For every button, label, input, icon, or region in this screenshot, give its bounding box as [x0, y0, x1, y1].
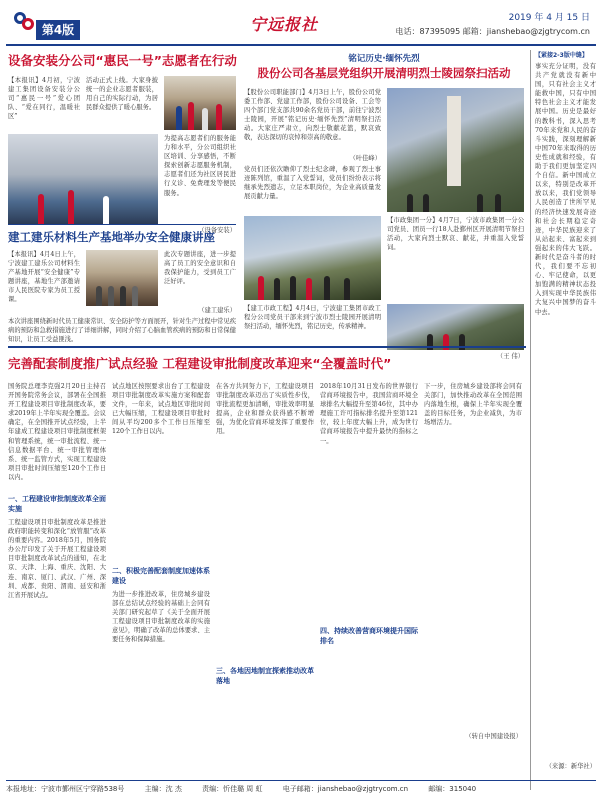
memorial-photo-3 [387, 304, 524, 350]
side-column-text: 事实充分证明，没有共产党就没有新中国，只有社会主义才能救中国，只有中国特色社会主义才能发展中国。历史是最好的教科书，深入思考70年来党和人民的奋斗实践，深刻理解新中国70年来取得的历史性成就和经验，有助于我们更加坚定四个自信。新中国成立以来，特别是改革开放以来，我们党领导人民创造了世所罕见的经济快速发展奇迹和社会长期稳定奇迹，中华民族迎来了从站起来、富起来到强起来的伟大飞跃。新时代是奋斗者的时代，我们要不忘初心、牢记使命，以更加饱满的精神状态投入到实现中华民族伟大复兴中国梦的奋斗中去。 [535, 63, 596, 316]
article-health [8, 228, 236, 353]
article-health-author: （建工建乐） [198, 307, 236, 314]
article-health-title: 建工建乐材料生产基地举办安全健康讲座 [8, 230, 215, 244]
article-tomb-section2: 【建工市政工程】4月4日，宁波建工集团市政工程分公司党员干部来到宁波市烈士陵园开展清明祭扫活动，缅怀先烈，铭记历史，传承精神。 [244, 305, 381, 331]
article-tomb-section3: 【市政集团一分】4月7日，宁波市政集团一分公司党员、团员一行18人赴鄞州区开展清明节祭扫活动，大家向烈士默哀、献花，并重温入党誓词。 [387, 217, 524, 252]
footer-editor: 主编：沈 杰 [144, 785, 182, 793]
article-health-col2: 此次专题讲座，进一步提高了员工的安全意识和自我保护能力，受到员工广泛好评。 [164, 251, 236, 286]
article-tomb-sweeping [244, 52, 524, 364]
divider [8, 224, 236, 225]
article-health-col1: 【本报讯】4月4日上午，宁波建工建乐公司材料生产基地开展“安全健康”专题讲座，基地生产部邀请市人民医院专家为员工授课。 [8, 251, 80, 304]
article-health-col3: 本次讲座围绕新时代员工健康常识、安全防护等方面展开，针对生产过程中常见疾病的预防和急救措施进行了详细讲解，同时介绍了心脑血管疾病的预防和日常保健知识，让员工受益匪浅。 [8, 318, 236, 344]
article-reform [8, 352, 526, 772]
issue-badge: 第4版 [36, 20, 80, 40]
article-reform-p1: 国务院总理李克强2月20日主持召开国务院常务会议，部署在全国推开工程建设项目审批制度改革，要求2019年上半年实现全覆盖。会议确定，在全国推开试点经验，上半年建成工程建设项目审批制度框架和管理系统，统一审批流程、统一信息数据平台、统一审批管理体系、统一监管方式，实现工程建设项目审批时间压缩至120个工作日以内。 [8, 383, 106, 481]
footer-postcode: 邮编：315040 [428, 785, 477, 793]
footer [6, 780, 596, 794]
article-volunteer-author: （设备安装） [198, 227, 236, 234]
health-lecture-photo [86, 250, 158, 306]
article-reform-author: （转自中国建设报） [465, 733, 522, 740]
side-column-author: （来源：新华社） [545, 763, 596, 770]
volunteer-photo [164, 76, 236, 130]
side-column [530, 50, 596, 790]
article-tomb-left: 【股份公司职能部门】4月3日上午，股份公司党委工作部、党建工作部，股份公司设备、工会等四个部门党支部共90余名党员干部，前往宁波烈士陵园，开展“铭记历史·缅怀先烈”清明祭扫活动。大家庄严肃立，向烈士敬献花篮，默哀致敬，表达深切的哀悼和崇高的敬意。 [244, 89, 381, 142]
footer-email: 电子邮箱：jianshebao@zjgtrycom.cn [282, 785, 409, 793]
memorial-photo [387, 88, 524, 212]
article-tomb-right-text: 党员们还依次瞻仰了烈士纪念碑，参观了烈士事迹陈列馆，重温了入党誓词，党员们纷纷表示将继承先烈遗志，立足本职岗位，为企业高质量发展贡献力量。 [244, 166, 381, 201]
article-volunteer [8, 52, 236, 235]
article-reform-p4: 为进一步推进改革，住房城乡建设部在总结试点经验的基础上会同有关部门研究起草了《关于全面开展工程建设项目审批制度改革的实施意见》，明确了改革的总体要求、主要任务和保障措施。 [112, 591, 210, 644]
side-column-title: 【紧接2-3版中缝】 [535, 52, 588, 59]
newspaper-logo: 宁远报社 [250, 15, 319, 34]
article-tomb-left-author: （叶佳峰） [349, 155, 381, 162]
article-reform-sub4: 四、持续改善营商环境提升国际排名 [320, 627, 418, 645]
article-reform-title: 完善配套制度推广试点经验 工程建设审批制度改革迎来“全覆盖时代” [8, 356, 392, 371]
article-tomb-kicker: 铭记历史·缅怀先烈 [348, 54, 420, 64]
article-volunteer-col2: 活动正式上线。大家身披统一的企业志愿者服装，用自己的实际行动，为居民群众提供了暖心服务。 [86, 77, 158, 112]
article-volunteer-col1: 【本报讯】4月初，宁波建工集团设备安装分公司“惠民一号”爱心团队、“爱在同行，温暖社区” [8, 77, 80, 121]
article-volunteer-title: 设备安装分公司“惠民一号”志愿者在行动 [8, 53, 237, 68]
article-tomb-title: 股份公司各基层党组织开展清明烈士陵园祭扫活动 [257, 66, 511, 80]
footer-editor2: 责编：忻佳璐 周 虹 [202, 785, 263, 793]
article-volunteer-col3: 为提高志愿者们的服务能力和水平，分公司组织社区培训、分享感悟，不断探索创新志愿服务机制，志愿者们还为社区居民进行义诊、免费理发等便民服务。 [164, 135, 236, 197]
article-reform-sub3: 三、各地因地制宜探索推动改革落地 [216, 667, 314, 685]
masthead [6, 6, 596, 46]
article-reform-sub1: 一、工程建设审批制度改革全面实施 [8, 495, 106, 513]
divider-main [8, 346, 526, 348]
memorial-photo-2 [244, 216, 381, 300]
volunteer-photo-2 [8, 134, 158, 224]
article-reform-p2: 工程建设项目审批制度改革是推进政府职能转变和深化“放管服”改革的重要内容。2018年5月，国务院办公厅印发了关于开展工程建设项目审批制度改革试点的通知，在北京、天津、上海、重庆、沈阳、大连、南京、厦门、武汉、广州、深圳、成都、贵阳、渭南、延安和浙江省开展试点。 [8, 519, 106, 599]
article-tomb-section3-author: （王 伟） [496, 353, 524, 360]
footer-address: 本报地址：宁波市鄞州区宁穿路538号 [6, 785, 125, 793]
article-reform-p7: 下一步，住房城乡建设部将会同有关部门，加快推动改革在全国范围内落地生根，确保上半年实现全覆盖的目标任务，为企业减负，为市场增活力。 [424, 383, 522, 427]
article-reform-sub2: 二、积极完善配套制度加速体系建设 [112, 567, 210, 585]
article-reform-p5: 在各方共同努力下，工程建设项目审批制度改革迈出了实质性步伐，审批流程更加清晰，审批效率明显提高，企业和群众获得感不断增强，为优化营商环境发挥了重要作用。 [216, 383, 314, 436]
article-reform-p3: 试点地区按照要求出台了工程建设项目审批制度改革实施方案和配套文件，一年来，试点地区审批时间已大幅压缩，工程建设项目审批时间从平均200多个工作日压缩至120个工作日以内。 [112, 383, 210, 436]
contact-info: 电话：87395095 邮箱：jianshebao@zjgtrycom.cn [395, 27, 590, 36]
article-reform-p6: 2018年10月31日发布的世界银行营商环境报告中，我国营商环境全球排名大幅提升至第46位，其中办理施工许可指标排名提升至第121位，较上年度大幅上升，成为世行营商环境报告中提升最快的指标之一。 [320, 383, 418, 445]
issue-date: 2019 年 4 月 15 日 [508, 13, 590, 23]
